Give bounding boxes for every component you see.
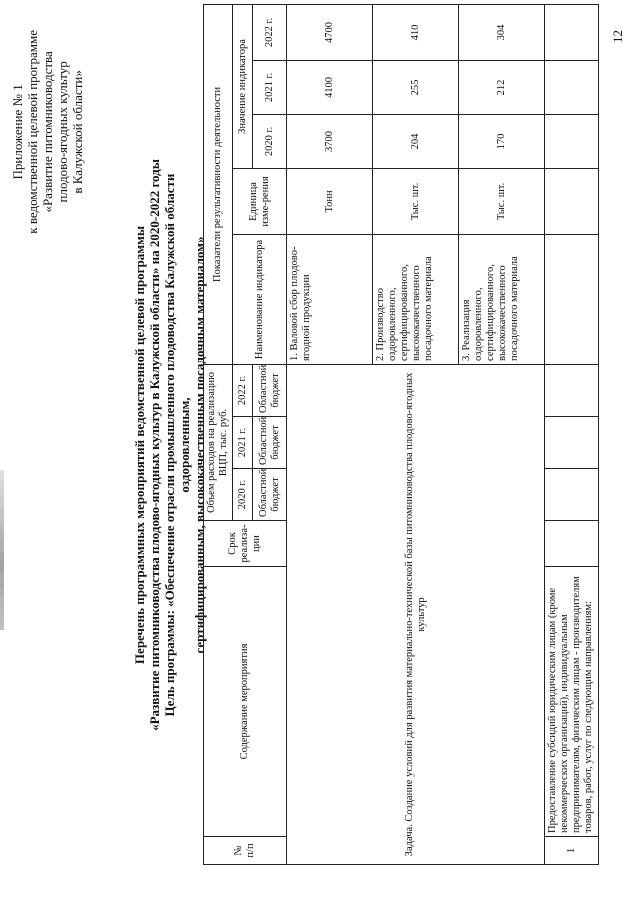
header-year-2021: 2021 г. [233,417,253,469]
indicator-unit: Тонн [287,168,373,234]
indicator-value-2021: 212 [459,60,545,114]
title-line: Перечень программных мероприятий ведомственной целевой программы [132,225,147,665]
header-content: Содержание мероприятия [204,567,287,837]
goal-line: сертифицированным, высококачественным посадочным материалом» [192,236,207,654]
header-budget-2020: Областной бюджет [253,469,287,521]
header-budget-2021: Областной бюджет [253,417,287,469]
row-budget-2020 [545,469,599,521]
appendix-line: Приложение № 1 [10,84,25,180]
task-cell: Задача. Создание условий для развития материально-технической базы питомниководства плодово-ягодных культур [287,364,545,864]
header-indicator-value: Значение индикатора [233,4,253,168]
header-value-2022: 2022 г. [253,4,287,60]
header-term: Срок реализа-ции [204,521,287,567]
indicator-unit: Тыс. шт. [459,168,545,234]
header-budget-2022: Областной бюджет [253,364,287,416]
indicator-name: 1. Валовой сбор плодово-ягодной продукции [287,234,373,364]
row-content: Предоставление субсидий юридическим лицам (кроме некоммерческих организаций), индивидуальным предпринимателям, физическим лицам - производителям товаров, работ, услуг по следующим направлениям: [545,567,599,837]
page-number: 12 [610,30,625,43]
indicator-unit: Тыс. шт. [373,168,459,234]
indicator-value-2022: 304 [459,4,545,60]
header-num: № п/п [204,837,287,865]
goal-line: Цель программы: «Обеспечение отрасли промышленного плодоводства Калужской области оздоровленным, [162,173,192,717]
row-value-2020 [545,114,599,168]
indicator-value-2021: 4100 [287,60,373,114]
row-value-2022 [545,4,599,60]
indicator-value-2022: 4700 [287,4,373,60]
header-value-2020: 2020 г. [253,114,287,168]
row-indicator-name [545,234,599,364]
header-year-2022: 2022 г. [233,364,253,416]
header-value-2021: 2021 г. [253,60,287,114]
indicator-value-2020: 204 [373,114,459,168]
appendix-line: в Калужской области» [70,70,85,194]
indicator-name: 2. Производство оздоровленного, сертифицированного, высококачественного посадочного материала [373,234,459,364]
header-expenses: Объем расходов на реализацию ВЦП, тыс. руб. [204,364,233,520]
row-term [545,521,599,567]
row-value-2021 [545,60,599,114]
header-indicators: Показатели результативности деятельности [204,4,233,364]
indicator-value-2020: 170 [459,114,545,168]
row-budget-2022 [545,364,599,416]
indicator-value-2021: 255 [373,60,459,114]
header-unit: Единица изме-рения [233,168,287,234]
row-unit [545,168,599,234]
header-year-2020: 2020 г. [233,469,253,521]
title-line: «Развитие питомниководства плодово-ягодных культур в Калужской области» на 2020-2022 годы [147,159,162,731]
appendix-line: «Развитие питомниководства [40,51,55,213]
document-title [132,125,207,765]
indicator-value-2022: 410 [373,4,459,60]
indicator-name: 3. Реализация оздоровленного, сертифицированного, высококачественного посадочного материала [459,234,545,364]
row-num: 1 [545,837,599,865]
appendix-line: плодово-ягодных культур [55,61,70,203]
appendix-block [10,30,85,234]
program-table [203,4,599,865]
row-budget-2021 [545,417,599,469]
indicator-value-2020: 3700 [287,114,373,168]
header-indicator-name: Наименование индикатора [233,234,287,364]
appendix-line: к ведомственной целевой программе [25,30,40,234]
